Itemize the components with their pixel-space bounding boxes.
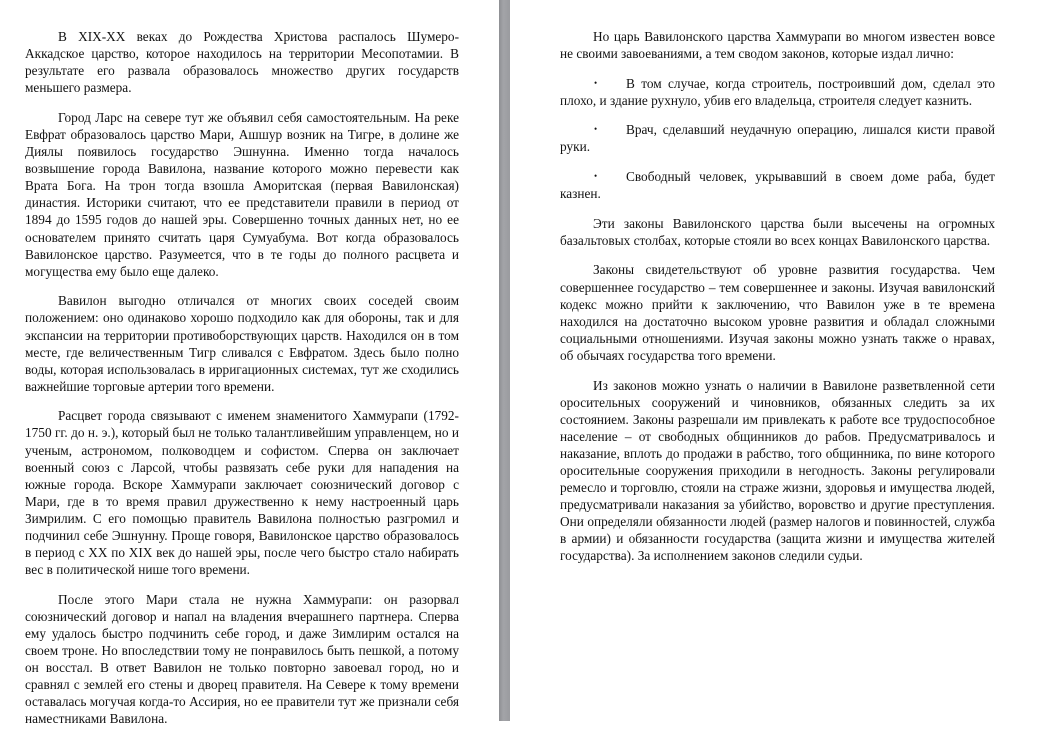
document-page-1[interactable] xyxy=(0,0,499,727)
bullet-item xyxy=(560,75,995,109)
page-gutter xyxy=(499,0,510,721)
paragraph: Вавилон выгодно отличался от многих своих соседей своим положением: оно одинаково хорошо подходило как для обороны, так и для экспансии на территории противоборствующих царств. Находился он в том месте, где величественным Тигр сливался с Евфратом. Здесь было полно воды, которая использовалась в ирригационных системах, тут же сходились важнейшие торговые артерии того времени. xyxy=(25,293,459,394)
bullet-icon: • xyxy=(594,124,598,135)
bullet-icon: • xyxy=(594,171,598,182)
page-1-body[interactable] xyxy=(25,28,459,740)
paragraph: В XIX-XX веках до Рождества Христова распалось Шумеро-Аккадское царство, которое находилось на территории Месопотамии. В результате его развала образовалось множество других государств меньшего размера. xyxy=(25,29,459,96)
paragraph: Законы свидетельствуют об уровне развития государства. Чем совершеннее государство – тем совершеннее и законы. Изучая вавилонский кодекс можно прийти к заключению, что Вавилон уже в те времена находился на достаточно высоком уровне развития и обладал сложными социальными отношениями. Изучая законы можно узнать также о нравах, об обычаях государства того времени. xyxy=(560,262,995,363)
bullet-item xyxy=(560,121,995,155)
bullet-item xyxy=(560,168,995,202)
paragraph: После этого Мари стала не нужна Хаммурапи: он разорвал союзнический договор и напал на владения вчерашнего партнера. Сперва ему удалось быстро подчинить себе город, и даже Зимлирим остался на своем троне. Но впоследствии тому не понравилось быть пешкой, а потому он восстал. В ответ Вавилон не только повторно завоевал город, но и сравнял с землей его стены и дворец правителя. На Севере к тому времени оставалась могучая когда-то Ассирия, но ее правители тут же признали себя наместниками Вавилона. xyxy=(25,591,459,727)
paragraph: Город Ларс на севере тут же объявил себя самостоятельным. На реке Евфрат образовалось царство Мари, Ашшур возник на Тигре, в долине же Диялы появилось государство Эшнунна. Именно тогда началось возвышение города Вавилона, название которого можно перевести как Врата Бога. На трон тогда взошла Аморитская (первая Вавилонская) династия. Историки считают, что ее представители правили в период от 1894 до 1595 годов до нашей эры. Совершенно точных данных нет, но ее основателем принято считать царя Сумуабума. Вот когда образовалось Вавилонское царство. Разумеется, что в те годы до полного расцвета и могущества ему было еще далеко. xyxy=(25,109,459,279)
document-page-2[interactable] xyxy=(510,0,1046,721)
bullet-text: Свободный человек, укрывавший в своем доме раба, будет казнен. xyxy=(560,169,995,202)
paragraph: Из законов можно узнать о наличии в Вавилоне разветвленной сети оросительных сооружений и чиновников, обязанных следить за их состоянием. Законы разрешали им привлекать к работе все трудоспособное население – от свободных общинников до рабов. Предусматривалось и наказание, вплоть до продажи в рабство, того общинника, по вине которого оросительные сооружения приходили в негодность. Законы регулировали ремесло и торговлю, стояли на страже жизни, здоровья и имущества людей, предусматривали наказания за убийство, воровство и другие преступления. Они определяли обязанности людей (размер налогов и повинностей, служба в армии) и обязанности государства (защита жизни и имущества жителей государства). За исполнением законов следили судьи. xyxy=(560,377,995,564)
intro-paragraph: Но царь Вавилонского царства Хаммурапи во многом известен вовсе не своими завоеваниями, а тем сводом законов, которые издал лично: xyxy=(560,29,995,62)
paragraph: Расцвет города связывают с именем знаменитого Хаммурапи (1792-1750 гг. до н. э.), который был не только талантливейшим управленцем, но и ученым, астрономом, полководцем и софистом. Сперва он заключает военный союз с Ларсой, чтобы развязать себе руки для нападения на южные города. Вскоре Хаммурапи заключает союзнический договор с Мари, где в то время правил дружественно к нему настроенный царь Зимрилим. С его помощью правитель Вавилона полностью разгромил и подчинил себе Эшнунну. Проще говоря, Вавилонское царство образовалось в период с XX по XIX век до нашей эры, после чего быстро стало набирать вес в политической нише того времени. xyxy=(25,408,459,578)
bullet-text: В том случае, когда строитель, построивший дом, сделал это плохо, и здание рухнуло, убив его владельца, строителя следует казнить. xyxy=(560,75,995,108)
bullet-icon: • xyxy=(594,77,598,88)
page-2-body[interactable] xyxy=(560,28,995,577)
bullet-text: Врач, сделавший неудачную операцию, лишался кисти правой руки. xyxy=(560,122,995,155)
paragraph: Эти законы Вавилонского царства были высечены на огромных базальтовых столбах, которые стояли во всех концах Вавилонского царства. xyxy=(560,215,995,248)
